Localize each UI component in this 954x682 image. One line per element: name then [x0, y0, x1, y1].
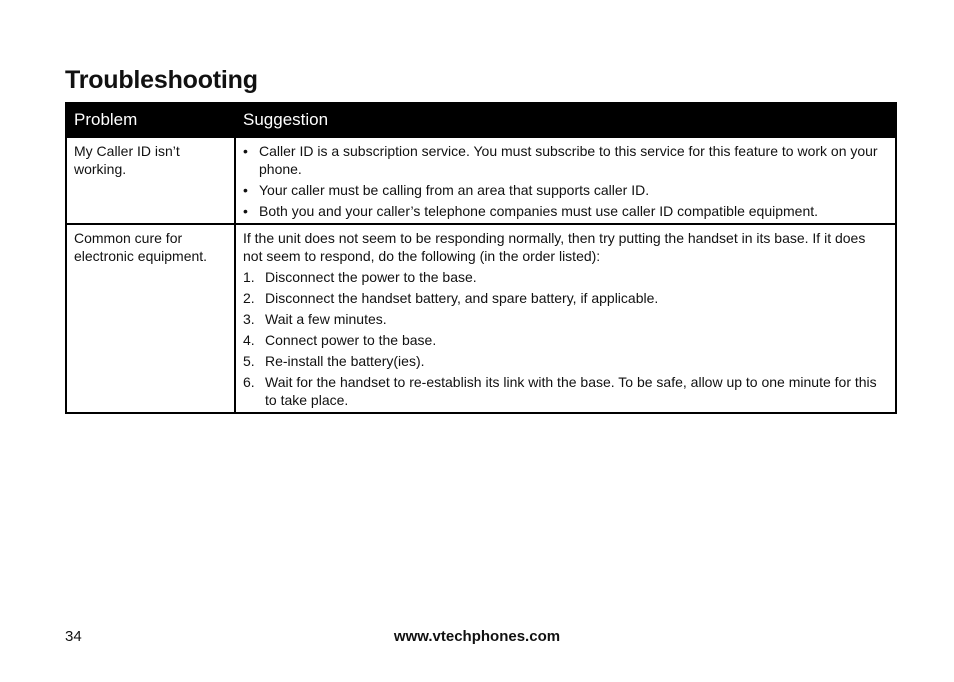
list-item-text: Caller ID is a subscription service. You must subscribe to this service for this feature to work on your phone.: [259, 143, 878, 177]
step-number: 6.: [243, 374, 255, 390]
list-item-text: Your caller must be calling from an area that supports caller ID.: [259, 182, 650, 198]
list-item: [243, 289, 888, 307]
suggestion-cell: [235, 224, 896, 413]
list-item-text: Connect power to the base.: [265, 332, 437, 348]
list-item-text: Disconnect the handset battery, and spare battery, if applicable.: [265, 290, 659, 306]
list-item: [243, 202, 888, 220]
bullet-icon: •: [243, 203, 248, 219]
step-number: 2.: [243, 290, 255, 306]
footer-url: www.vtechphones.com: [393, 628, 561, 645]
list-item-text: Both you and your caller’s telephone companies must use caller ID compatible equipment.: [259, 203, 819, 219]
list-item: [243, 310, 888, 328]
problem-cell: Common cure for electronic equipment.: [66, 224, 235, 413]
page-title: Troubleshooting: [65, 66, 258, 94]
suggestion-cell: [235, 137, 896, 224]
table-row: [66, 137, 896, 224]
suggestion-intro: If the unit does not seem to be responding normally, then try putting the handset in its base. If it does not seem to respond, do the following (in the order listed):: [243, 230, 866, 264]
list-item-text: Wait for the handset to re-establish its link with the base. To be safe, allow up to one minute for this to take place.: [265, 374, 877, 408]
list-item: [243, 142, 888, 178]
list-item: [243, 373, 888, 409]
step-number: 5.: [243, 353, 255, 369]
page-number: 34: [65, 628, 82, 645]
suggestion-steps-list: [243, 268, 888, 409]
step-number: 3.: [243, 311, 255, 327]
table-row: [66, 224, 896, 413]
list-item: [243, 181, 888, 199]
list-item: [243, 268, 888, 286]
suggestion-bullet-list: [243, 142, 888, 220]
problem-cell: My Caller ID isn’t working.: [66, 137, 235, 224]
list-item: [243, 352, 888, 370]
list-item-text: Wait a few minutes.: [265, 311, 387, 327]
list-item-text: Re-install the battery(ies).: [265, 353, 425, 369]
troubleshooting-table: [65, 102, 897, 414]
table-header-row: [66, 103, 896, 137]
bullet-icon: •: [243, 182, 248, 198]
header-suggestion: Suggestion: [235, 103, 896, 137]
header-problem: Problem: [66, 103, 235, 137]
step-number: 4.: [243, 332, 255, 348]
list-item-text: Disconnect the power to the base.: [265, 269, 477, 285]
bullet-icon: •: [243, 143, 248, 159]
list-item: [243, 331, 888, 349]
step-number: 1.: [243, 269, 255, 285]
